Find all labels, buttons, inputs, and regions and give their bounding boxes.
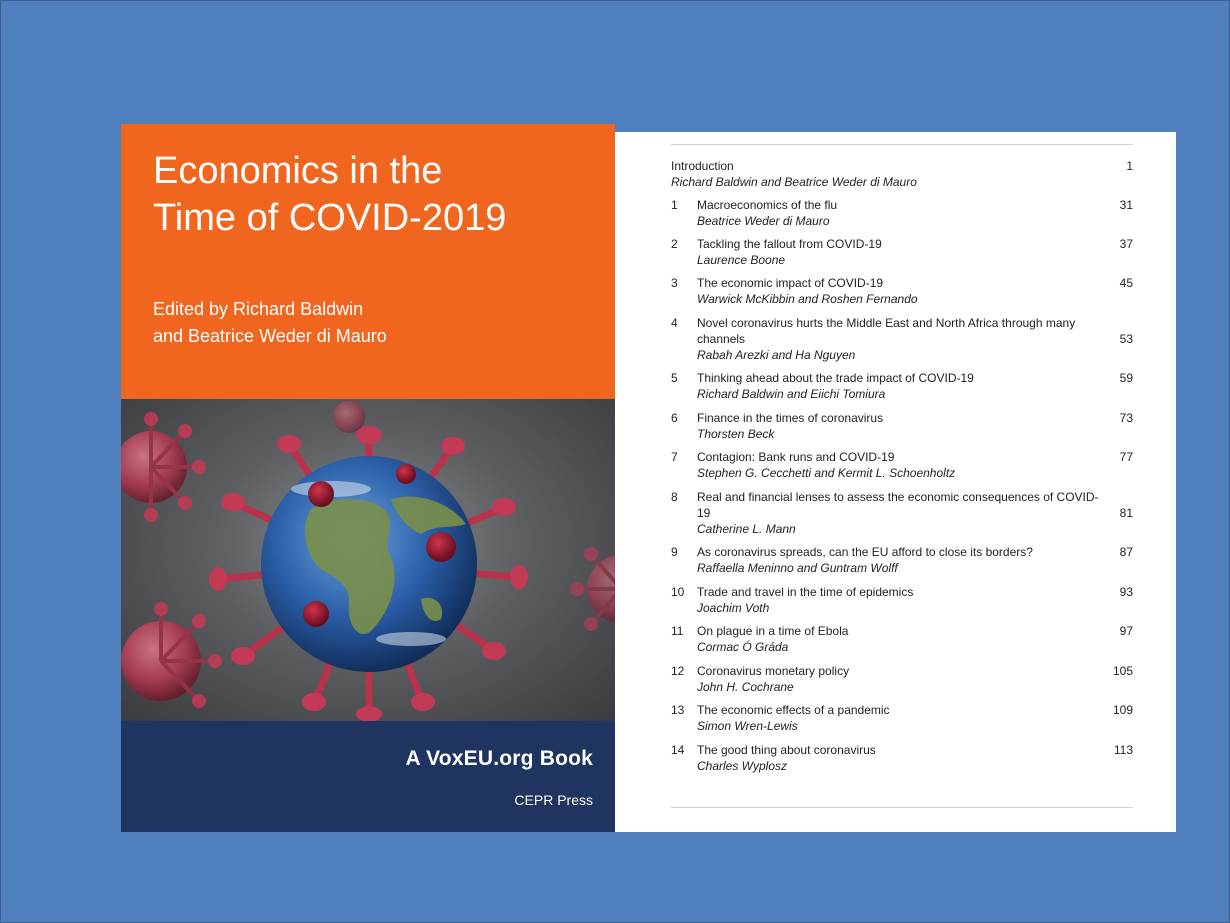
toc-page-number: 31 — [1119, 198, 1133, 212]
toc-entry-7 — [671, 449, 1133, 481]
toc-author: Charles Wyplosz — [697, 759, 788, 773]
toc-title: Novel coronavirus hurts the Middle East and North Africa through many channels — [697, 316, 1076, 346]
toc-entry-13 — [671, 702, 1133, 734]
toc-entry-10 — [671, 584, 1133, 616]
toc-title: Thinking ahead about the trade impact of COVID-19 — [697, 371, 974, 385]
background-virus-left — [121, 412, 206, 522]
toc-page-number: 93 — [1119, 585, 1133, 599]
toc-page-number: 109 — [1112, 703, 1133, 717]
cover-title-line-2: Time of COVID-2019 — [153, 197, 507, 239]
toc-title: Macroeconomics of the flu — [697, 198, 838, 212]
toc-entry-6 — [671, 410, 1133, 442]
toc-page-number: 45 — [1119, 276, 1133, 290]
virus-globe-image — [121, 399, 615, 721]
toc-author: Catherine L. Mann — [697, 522, 796, 536]
toc-chapter-number: 7 — [671, 450, 678, 464]
toc-chapter-number: 9 — [671, 545, 678, 559]
toc-title: Real and financial lenses to assess the economic consequences of COVID-19 — [697, 490, 1099, 520]
cover-title-line-1: Economics in the — [153, 150, 443, 192]
toc-chapter-number: 3 — [671, 276, 678, 290]
toc-chapter-number: 6 — [671, 411, 678, 425]
toc-author: Warwick McKibbin and Roshen Fernando — [697, 292, 918, 306]
toc-author: Laurence Boone — [697, 253, 786, 267]
table-of-contents-page — [615, 132, 1176, 832]
bottom-divider — [671, 807, 1133, 808]
toc-chapter-number: 12 — [671, 664, 685, 678]
toc-entry-2 — [671, 236, 1133, 268]
toc-author: John H. Cochrane — [697, 680, 794, 694]
toc-title: Contagion: Bank runs and COVID-19 — [697, 450, 895, 464]
cover-editors — [153, 296, 603, 350]
toc-entry-introduction — [671, 158, 1133, 190]
toc-entry-11 — [671, 623, 1133, 655]
cover-title-panel — [121, 124, 615, 399]
toc-author: Rabah Arezki and Ha Nguyen — [697, 348, 856, 362]
toc-chapter-number: 5 — [671, 371, 678, 385]
toc-page-number: 105 — [1112, 664, 1133, 678]
toc-chapter-number: 14 — [671, 743, 685, 757]
toc-author: Cormac Ó Gráda — [697, 640, 789, 654]
toc-chapter-number: 13 — [671, 703, 685, 717]
toc-page-number: 53 — [1119, 332, 1133, 346]
toc-page-number: 77 — [1119, 450, 1133, 464]
toc-entry-14 — [671, 742, 1133, 774]
toc-title: Coronavirus monetary policy — [697, 664, 850, 678]
cover-footer-panel — [121, 721, 615, 832]
toc-chapter-number: 8 — [671, 490, 678, 504]
toc-entry-4 — [671, 315, 1133, 363]
toc-author: Simon Wren-Lewis — [697, 719, 798, 733]
publisher-name: CEPR Press — [514, 792, 593, 808]
background-virus-bottom-left — [121, 602, 222, 708]
toc-title: Trade and travel in the time of epidemics — [697, 585, 914, 599]
toc-chapter-number: 10 — [671, 585, 685, 599]
book-cover — [121, 124, 615, 832]
toc-entry-12 — [671, 663, 1133, 695]
background-virus-right — [570, 547, 615, 631]
toc-author: Beatrice Weder di Mauro — [697, 214, 830, 228]
toc-page-number: 113 — [1113, 743, 1133, 757]
toc-entry-1 — [671, 197, 1133, 229]
background-virus-top — [333, 401, 365, 433]
toc-page-number: 73 — [1119, 411, 1133, 425]
toc-author: Stephen G. Cecchetti and Kermit L. Schoenholtz — [697, 466, 956, 480]
toc-title: The economic effects of a pandemic — [697, 703, 890, 717]
toc-chapter-number: 1 — [671, 198, 678, 212]
toc-author: Richard Baldwin and Beatrice Weder di Mauro — [671, 175, 917, 189]
toc-author: Thorsten Beck — [697, 427, 775, 441]
toc-title: Finance in the times of coronavirus — [697, 411, 884, 425]
toc-page-number: 59 — [1119, 371, 1133, 385]
toc-page-number: 37 — [1119, 237, 1133, 251]
toc-page-number: 1 — [1126, 159, 1133, 173]
toc-chapter-number: 2 — [671, 237, 678, 251]
toc-entry-8 — [671, 489, 1133, 537]
toc-chapter-number: 4 — [671, 316, 678, 330]
toc-author: Raffaella Meninno and Guntram Wolff — [697, 561, 898, 575]
toc-page-number: 81 — [1119, 506, 1133, 520]
toc-page-number: 87 — [1119, 545, 1133, 559]
cover-title — [153, 148, 603, 242]
cover-editors-line-1: Edited by Richard Baldwin — [153, 299, 364, 319]
toc-title: As coronavirus spreads, can the EU afford to close its borders? — [697, 545, 1033, 559]
coronavirus-globe-illustration — [121, 399, 615, 721]
toc-chapter-number: 11 — [671, 624, 684, 638]
toc-title: The economic impact of COVID-19 — [697, 276, 884, 290]
toc-author: Richard Baldwin and Eiichi Tomiura — [697, 387, 886, 401]
toc-author: Joachim Voth — [697, 601, 770, 615]
top-divider — [671, 144, 1133, 145]
toc-title: Introduction — [671, 159, 734, 173]
toc-title: The good thing about coronavirus — [697, 743, 876, 757]
toc-entry-3 — [671, 275, 1133, 307]
toc-entry-5 — [671, 370, 1133, 402]
cover-editors-line-2: and Beatrice Weder di Mauro — [153, 326, 387, 346]
toc-entry-9 — [671, 544, 1133, 576]
toc-page-number: 97 — [1119, 624, 1133, 638]
toc-title: On plague in a time of Ebola — [697, 624, 849, 638]
voxeu-brand: A VoxEU.org Book — [405, 747, 593, 770]
toc-title: Tackling the fallout from COVID-19 — [697, 237, 882, 251]
